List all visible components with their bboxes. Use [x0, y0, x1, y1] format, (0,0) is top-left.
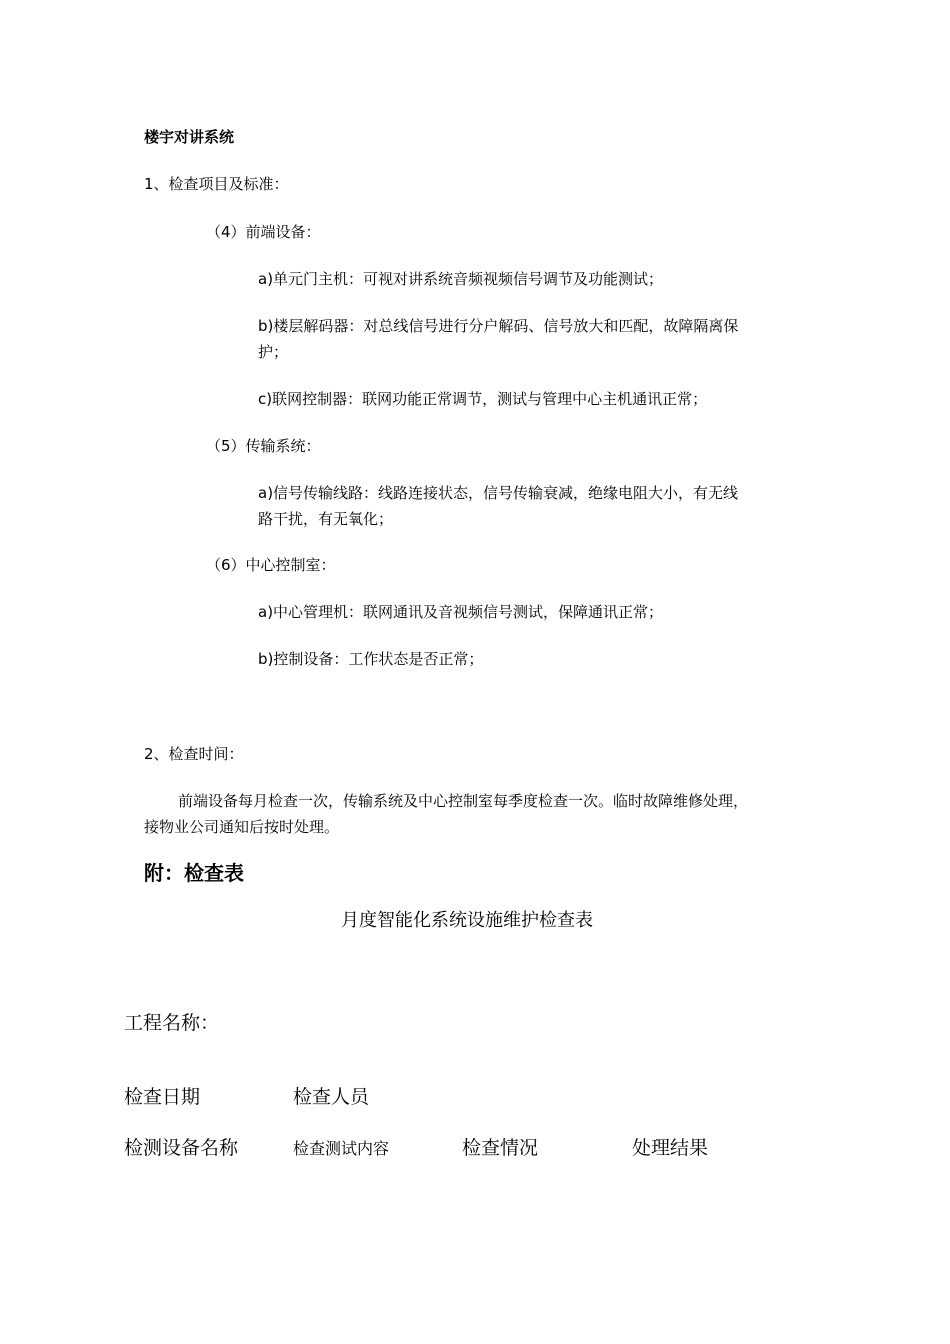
sub4-item-b-line2: 护； — [258, 343, 289, 361]
sub4-heading: （4）前端设备： — [206, 223, 321, 241]
sub5-item-a-line1: a)信号传输线路：线路连接状态，信号传输衰减，绝缘电阻大小，有无线 — [258, 484, 739, 502]
check-date-label: 检查日期 — [124, 1086, 201, 1108]
form-title: 月度智能化系统设施维护检查表 — [341, 910, 593, 931]
project-name-label: 工程名称： — [124, 1012, 220, 1034]
sub4-item-c: c)联网控制器：联网功能正常调节，测试与管理中心主机通讯正常； — [258, 390, 708, 408]
item2-heading: 2、检查时间： — [144, 745, 244, 763]
sub6-heading: （6）中心控制室： — [206, 556, 336, 574]
column-result: 处理结果 — [632, 1137, 709, 1159]
column-test-content: 检查测试内容 — [293, 1139, 390, 1158]
section-title: 楼宇对讲系统 — [144, 128, 235, 146]
inspector-label: 检查人员 — [293, 1086, 370, 1108]
sub6-item-b: b)控制设备：工作状态是否正常； — [258, 650, 484, 668]
sub6-item-a: a)中心管理机：联网通讯及音视频信号测试，保障通讯正常； — [258, 603, 664, 621]
item2-paragraph-line2: 接物业公司通知后按时处理。 — [144, 818, 340, 836]
sub5-heading: （5）传输系统： — [206, 437, 321, 455]
sub5-item-a-line2: 路干扰，有无氧化； — [258, 510, 394, 528]
item1-heading: 1、检查项目及标准： — [144, 175, 289, 193]
sub4-item-a: a)单元门主机：可视对讲系统音频视频信号调节及功能测试； — [258, 270, 664, 288]
attachment-title: 附：检查表 — [144, 861, 244, 885]
column-device-name: 检测设备名称 — [124, 1137, 239, 1159]
column-status: 检查情况 — [462, 1137, 539, 1159]
sub4-item-b-line1: b)楼层解码器：对总线信号进行分户解码、信号放大和匹配，故障隔离保 — [258, 317, 739, 335]
item2-paragraph-line1: 前端设备每月检查一次，传输系统及中心控制室每季度检查一次。临时故障维修处理， — [178, 792, 749, 810]
